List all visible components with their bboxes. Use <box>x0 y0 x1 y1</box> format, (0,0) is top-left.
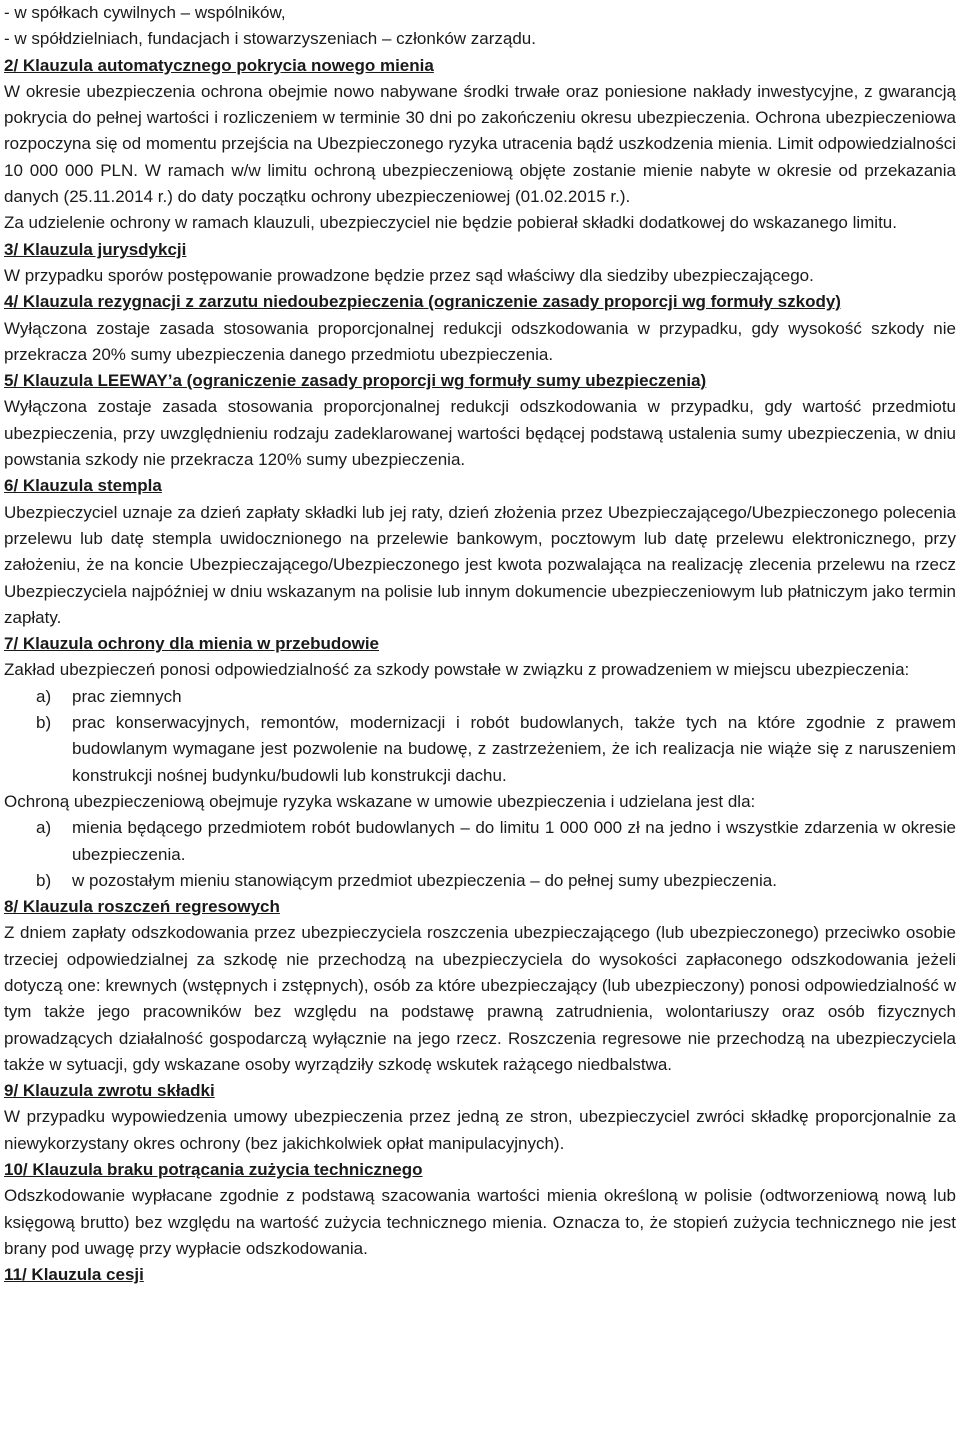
list-marker: b) <box>36 713 52 733</box>
clause-10-paragraph-1: Odszkodowanie wypłacane zgodnie z podstawą szacowania wartości mienia określoną w polisie (odtworzeniową nową lub księgową brutto) bez względu na wartość zużycia technicznego mienia. Oznacza to, że stopień zużycia technicznego nie jest brany pod uwagę przy wypłacie odszkodowania. <box>4 1186 956 1258</box>
clause-9-paragraph-1: W przypadku wypowiedzenia umowy ubezpieczenia przez jedną ze stron, ubezpieczyciel zwróci składkę proporcjonalnie za niewykorzystany okres ochrony (bez jakichkolwiek opłat manipulacyjnych). <box>4 1107 956 1153</box>
clause-3-paragraph-1: W przypadku sporów postępowanie prowadzone będzie przez sąd właściwy dla siedziby ubezpieczającego. <box>4 265 814 285</box>
clause-8-heading: 8/ Klauzula roszczeń regresowych <box>4 897 280 917</box>
clause-5-heading: 5/ Klauzula LEEWAY’a (ograniczenie zasady proporcji wg formuły sumy ubezpieczenia) <box>4 371 707 391</box>
list-item <box>4 710 956 789</box>
clause-2-heading: 2/ Klauzula automatycznego pokrycia nowego mienia <box>4 55 434 75</box>
list-marker: a) <box>36 686 52 706</box>
clause-3-heading: 3/ Klauzula jurysdykcji <box>4 239 187 259</box>
clause-11-heading: 11/ Klauzula cesji <box>4 1265 144 1285</box>
clause-2-paragraph-1: W okresie ubezpieczenia ochrona obejmie nowo nabywane środki trwałe oraz poniesione nakłady inwestycyjne, z gwarancją pokrycia do pełnej wartości i rozliczeniem w terminie 30 dni po zakończeniu okresu ubezpieczenia. Ochrona ubezpieczeniowa rozpoczyna się od momentu przejścia na Ubezpieczonego ryzyka utracenia bądź uszkodzenia mienia. Limit odpowiedzialności 10 000 000 PLN. W ramach w/w limitu ochroną ubezpieczeniową objęte zostanie mienie nabyte w okresie od przekazania danych (25.11.2014 r.) do daty początku ochrony ubezpieczeniowej (01.02.2015 r.). <box>4 81 956 207</box>
clause-4-heading: 4/ Klauzula rezygnacji z zarzutu niedoubezpieczenia (ograniczenie zasady proporcji wg formuły szkody) <box>4 292 841 312</box>
list-text: prac ziemnych <box>72 686 182 706</box>
clause-5-paragraph-1: Wyłączona zostaje zasada stosowania proporcjonalnej redukcji odszkodowania w przypadku, gdy wartość przedmiotu ubezpieczenia, przy uwzględnieniu rodzaju zadeklarowanej wartości będącej podstawą ustalenia sumy ubezpieczenia, w dniu powstania szkody nie przekracza 120% sumy ubezpieczenia. <box>4 397 956 470</box>
clause-7-heading: 7/ Klauzula ochrony dla mienia w przebudowie <box>4 634 380 654</box>
intro-line-board: - w spółdzielniach, fundacjach i stowarzyszeniach – członków zarządu. <box>4 29 536 49</box>
clause-10-heading: 10/ Klauzula braku potrącania zużycia technicznego <box>4 1160 423 1180</box>
clause-8-paragraph-1: Z dniem zapłaty odszkodowania przez ubezpieczyciela roszczenia ubezpieczającego (lub ubezpieczonego) przeciwko osobie trzeciej odpowiedzialnej za szkodę nie przechodzą na ubezpieczyciela do wysokości zapłaconego odszkodowania jeżeli dotyczą one: krewnych (wstępnych i zstępnych), osób za które ubezpieczający (lub ubezpieczony) ponosi odpowiedzialność w tym także jego pracowników bez względu na podstawę prawną zatrudnienia, wolontariuszy oraz osób fizycznych prowadzących działalność gospodarczą wyłącznie na jego rzecz. Roszczenia regresowe nie przechodzą na ubezpieczyciela także w sytuacji, gdy wskazane osoby wyrządziły szkodę wskutek rażącego niedbalstwa. <box>4 923 956 1074</box>
list-text: w pozostałym mieniu stanowiącym przedmiot ubezpieczenia – do pełnej sumy ubezpieczenia. <box>72 870 777 890</box>
intro-line-partners: - w spółkach cywilnych – wspólników, <box>4 3 286 22</box>
clause-4-paragraph-1: Wyłączona zostaje zasada stosowania proporcjonalnej redukcji odszkodowania w przypadku, gdy wysokość szkody nie przekracza 20% sumy ubezpieczenia danego przedmiotu ubezpieczenia. <box>4 318 956 364</box>
clause-7-paragraph-2: Ochroną ubezpieczeniową obejmuje ryzyka wskazane w umowie ubezpieczenia i udzielana jest dla: <box>4 791 756 811</box>
list-item <box>4 815 956 868</box>
list-item <box>4 684 956 710</box>
clause-2-paragraph-2: Za udzielenie ochrony w ramach klauzuli, ubezpieczyciel nie będzie pobierał składki dodatkowej do wskazanego limitu. <box>4 213 897 233</box>
clause-6-heading: 6/ Klauzula stempla <box>4 476 162 496</box>
list-marker: a) <box>36 818 52 838</box>
list-item <box>4 868 956 894</box>
clause-6-paragraph-1: Ubezpieczyciel uznaje za dzień zapłaty składki lub jej raty, dzień złożenia przez Ubezpieczającego/Ubezpieczonego polecenia przelewu lub datę stempla uwidocznionego na przelewie bankowym, pocztowym lub datę przelewu elektronicznego, przy założeniu, że na koncie Ubezpieczającego/Ubezpieczonego jest kwota pozwalająca na realizację zlecenia przelewu na rzecz Ubezpieczyciela najpóźniej w dniu wskazanym na polisie lub innym dokumencie ubezpieczeniowym lub płatniczym jako termin zapłaty. <box>4 502 956 627</box>
list-marker: b) <box>36 870 52 890</box>
list-text: mienia będącego przedmiotem robót budowlanych – do limitu 1 000 000 zł na jedno i wszystkie zdarzenia w okresie ubezpieczenia. <box>72 818 956 864</box>
clause-7-paragraph-1: Zakład ubezpieczeń ponosi odpowiedzialność za szkody powstałe w związku z prowadzeniem w miejscu ubezpieczenia: <box>4 660 910 680</box>
clause-9-heading: 9/ Klauzula zwrotu składki <box>4 1081 215 1101</box>
list-text: prac konserwacyjnych, remontów, modernizacji i robót budowlanych, także tych na które zgodnie z prawem budowlanym wymagane jest pozwolenie na budowę, z zastrzeżeniem, że ich realizacja nie wiąże się z naruszeniem konstrukcji nośnej budynku/budowli lub konstrukcji dachu. <box>72 713 956 785</box>
